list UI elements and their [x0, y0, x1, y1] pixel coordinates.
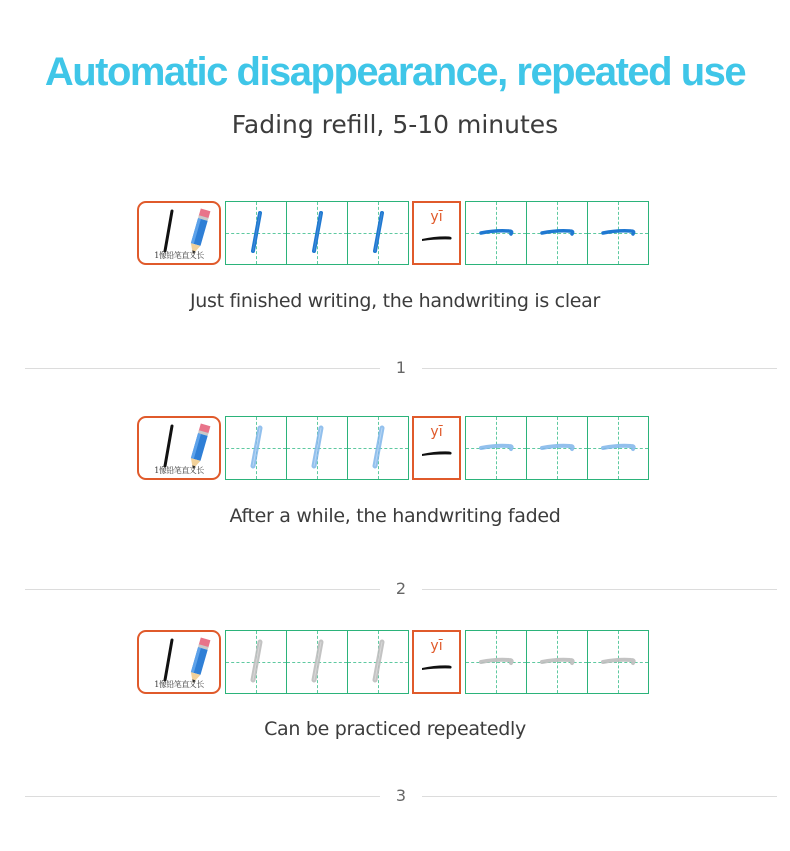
character-yi — [414, 418, 459, 478]
horizontal-stroke — [466, 417, 526, 479]
grid-cell — [226, 417, 287, 479]
reference-card — [137, 416, 221, 480]
horizontal-stroke — [466, 631, 526, 693]
horizontal-stroke — [588, 202, 648, 264]
practice-row-1 — [0, 201, 790, 271]
page-title: Automatic disappearance, repeated use — [44, 50, 746, 94]
reference-card — [137, 630, 221, 694]
grid-cell — [588, 417, 648, 479]
vertical-stroke — [348, 202, 408, 264]
vertical-stroke — [226, 202, 286, 264]
step-number: 1 — [395, 358, 407, 377]
practice-grid-vertical — [225, 416, 409, 480]
reference-caption: 1像铅笔直又长 — [154, 251, 204, 260]
pinyin-label: yī — [430, 424, 443, 440]
practice-row-2 — [0, 416, 790, 486]
grid-cell — [588, 631, 648, 693]
step-number: 3 — [395, 786, 407, 805]
horizontal-stroke — [588, 631, 648, 693]
pinyin-card — [412, 201, 461, 265]
grid-cell — [466, 202, 527, 264]
grid-cell — [588, 202, 648, 264]
step-divider — [25, 358, 777, 378]
grid-cell — [466, 631, 527, 693]
step-divider — [25, 786, 777, 806]
horizontal-stroke — [527, 631, 587, 693]
vertical-stroke — [287, 631, 347, 693]
grid-cell — [348, 202, 408, 264]
grid-cell — [527, 631, 588, 693]
divider-line-left — [25, 796, 380, 797]
practice-grid-horizontal — [465, 201, 649, 265]
pinyin-label: yī — [430, 209, 443, 225]
grid-cell — [348, 417, 408, 479]
step-caption: Just finished writing, the handwriting is clear — [189, 290, 601, 312]
grid-cell — [348, 631, 408, 693]
grid-cell — [287, 631, 348, 693]
step-caption: After a while, the handwriting faded — [229, 505, 561, 527]
practice-row-3 — [0, 630, 790, 700]
reference-card — [137, 201, 221, 265]
step-caption: Can be practiced repeatedly — [264, 718, 526, 740]
divider-line-right — [422, 368, 777, 369]
character-yi — [414, 203, 459, 263]
pinyin-label: yī — [430, 638, 443, 654]
horizontal-stroke — [527, 417, 587, 479]
practice-grid-vertical — [225, 630, 409, 694]
pinyin-card — [412, 630, 461, 694]
grid-cell — [527, 202, 588, 264]
reference-caption: 1像铅笔直又长 — [154, 466, 204, 475]
step-divider — [25, 579, 777, 599]
practice-grid-horizontal — [465, 416, 649, 480]
horizontal-stroke — [588, 417, 648, 479]
divider-line-right — [422, 589, 777, 590]
vertical-stroke — [348, 417, 408, 479]
vertical-stroke — [287, 202, 347, 264]
practice-grid-horizontal — [465, 630, 649, 694]
practice-grid-vertical — [225, 201, 409, 265]
grid-cell — [226, 631, 287, 693]
step-number: 2 — [395, 579, 407, 598]
character-yi — [414, 632, 459, 692]
grid-cell — [287, 417, 348, 479]
horizontal-stroke — [527, 202, 587, 264]
page-subtitle: Fading refill, 5-10 minutes — [231, 110, 559, 139]
divider-line-left — [25, 589, 380, 590]
reference-caption: 1像铅笔直又长 — [154, 680, 204, 689]
horizontal-stroke — [466, 202, 526, 264]
pinyin-card — [412, 416, 461, 480]
vertical-stroke — [226, 417, 286, 479]
vertical-stroke — [287, 417, 347, 479]
divider-line-left — [25, 368, 380, 369]
grid-cell — [527, 417, 588, 479]
grid-cell — [226, 202, 287, 264]
grid-cell — [287, 202, 348, 264]
divider-line-right — [422, 796, 777, 797]
grid-cell — [466, 417, 527, 479]
vertical-stroke — [348, 631, 408, 693]
vertical-stroke — [226, 631, 286, 693]
